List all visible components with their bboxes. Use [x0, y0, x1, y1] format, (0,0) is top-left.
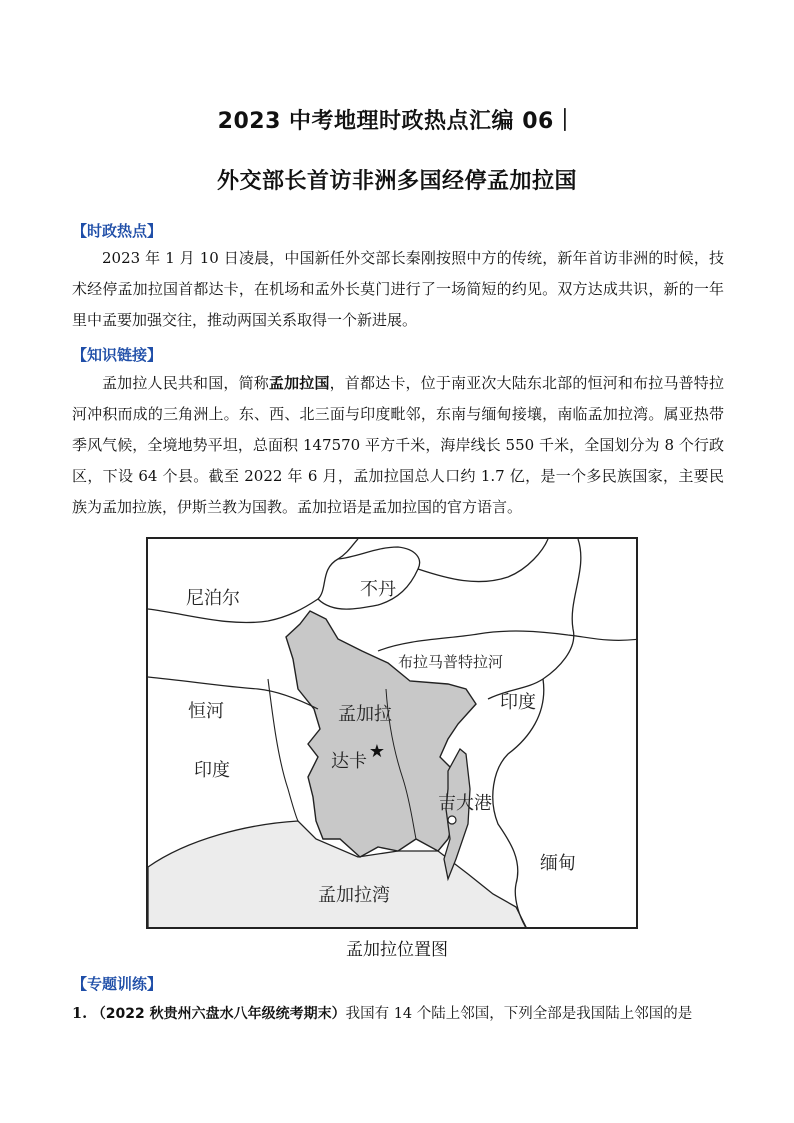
map-label-brahmaputra: 布拉马普特拉河 [398, 653, 504, 671]
page-title: 2023 中考地理时政热点汇编 06｜ [217, 109, 577, 134]
map-label-dhaka: 达卡 [331, 751, 367, 772]
dhaka-star-icon: ★ [368, 741, 386, 762]
myanmar-border [493, 679, 544, 929]
ganges-river [148, 677, 318, 709]
question-number: 1. [72, 1005, 88, 1022]
section-hot-topic: 【时政热点】 [72, 222, 163, 240]
map-label-chittagong: 吉大港 [438, 793, 492, 814]
north-border [418, 539, 548, 582]
bangladesh-location-map [146, 537, 638, 929]
map-label-bay: 孟加拉湾 [318, 885, 390, 906]
section-training: 【专题训练】 [72, 975, 163, 993]
map-label-nepal: 尼泊尔 [186, 588, 240, 609]
page-subtitle: 外交部长首访非洲多国经停孟加拉国 [216, 169, 577, 194]
chittagong-dot-icon [448, 816, 456, 824]
question-source: （2022 秋贵州六盘水八年级统考期末） [91, 1006, 346, 1022]
hot-topic-paragraph: 2023 年 1 月 10 日凌晨，中国新任外交部长秦刚按照中方的传统，新年首访非洲的时候，技术经停孟加拉国首都达卡，在机场和孟外长莫门进行了一场简短的约见。双方达成共识，新的一年里中孟要加强交往，推动两国关系取得一个新进展。 [72, 249, 724, 329]
section-knowledge-link: 【知识链接】 [72, 346, 163, 364]
knowledge-text-bold: 孟加拉国 [268, 374, 330, 392]
india-ne-border [488, 539, 581, 699]
question-1 [72, 1002, 732, 1023]
question-text: 我国有 14 个陆上邻国，下列全部是我国陆上邻国的是 [345, 1006, 693, 1022]
map-label-bhutan: 不丹 [360, 579, 396, 600]
brahmaputra-river [378, 631, 638, 651]
map-label-ganges: 恒河 [188, 701, 224, 722]
west-coast [268, 679, 298, 821]
knowledge-text-a: 孟加拉人民共和国，简称 [102, 374, 269, 392]
map-label-india-east: 印度 [500, 692, 536, 713]
map-label-bangladesh: 孟加拉 [338, 704, 392, 725]
map-label-india-west: 印度 [194, 760, 230, 781]
map-caption: 孟加拉位置图 [346, 940, 448, 960]
map-label-myanmar: 缅甸 [540, 853, 576, 874]
knowledge-paragraph [72, 368, 724, 523]
knowledge-text-b: ，首都达卡，位于南亚次大陆东北部的恒河和布拉马普特拉河冲积而成的三角洲上。东、西、北三面与印度毗邻，东南与缅甸接壤，南临孟加拉湾。属亚热带季风气候，全境地势平坦，总面积 147570 平方千米，海岸线长 550 千米，全国划分为 8 个行政区，下设 64 个县。截至 2022 年 6 月，孟加拉国总人口约 1.7 亿，是一个多民族国家，主要民族为孟加拉族，伊斯兰教为国教。孟加拉语是孟加拉国的官方语言。 [72, 374, 724, 516]
nepal-border [148, 539, 358, 623]
